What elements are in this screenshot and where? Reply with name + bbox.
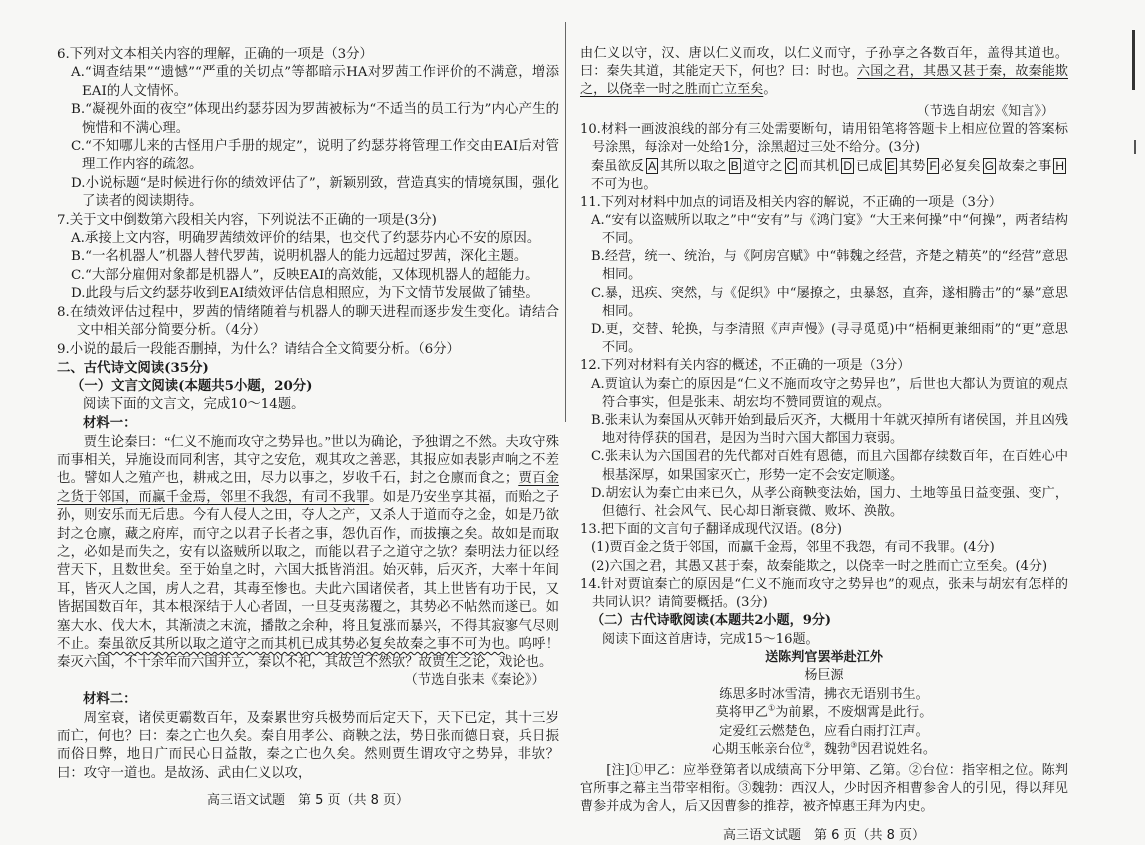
poem-title: 送陈判官罢举赴江外 xyxy=(765,649,883,665)
question-9: 9.小说的最后一段能否删掉，为什么？请结合全文简要分析。（6分） xyxy=(57,341,460,357)
section-heading: 二、古代诗文阅读(35分) xyxy=(57,359,209,376)
wavy-underlined-sentence: 秦虽欲反其所以取之道守之而其机已成其势必复矣故秦之事不可为也 xyxy=(97,636,505,651)
scan-edge-mark xyxy=(1132,30,1135,90)
segment: 其所以取之 xyxy=(660,158,727,174)
material-2-source: （节选自胡宏《知言》） xyxy=(916,103,1054,119)
segment: 不可为也。 xyxy=(591,176,657,192)
q11-option-a: A.“安有以盗贼所以取之”中“安有”与《鸿门宴》“大王来何操”中“何操”，两者结构不同。 xyxy=(591,212,1068,247)
underlined-sentence: 六国之君，其愚又甚于秦，故秦能欺之，以侥幸一时之胜而亡立至矣 xyxy=(580,63,1069,97)
subsection-heading: （二）古代诗歌阅读(本题共2小题，9分) xyxy=(591,613,832,629)
question-14: 14.针对贾谊秦亡的原因是“仁义不施而攻守之势异也”的观点，张耒与胡宏有怎样的共同认识？请简要概括。(3分) xyxy=(580,576,1068,611)
poem-text: ，魏勃 xyxy=(810,740,851,756)
segment: 必复矣 xyxy=(940,158,981,174)
question-7: 7.关于文中倒数第六段相关内容，下列说法不正确的一项是(3分) xyxy=(57,212,437,228)
break-mark-c: C xyxy=(786,159,796,174)
question-12: 12.下列对材料有关内容的概述，不正确的一项是（3分） xyxy=(580,358,911,374)
q12-option-c: C.张耒认为六国国君的先代都对百姓有恩德，而且六国都存续数百年，在百姓心中根基深厚，如果国家灭亡，形势一定不会安定顺遂。 xyxy=(591,449,1068,483)
q6-option-b: B.“凝视外面的夜空”体现出约瑟芬因为罗茜被标为“不适当的员工行为”内心产生的惋惜和不满心理。 xyxy=(71,102,559,136)
poem-line-1: 练思多时冰雪清，拂衣无语别书生。 xyxy=(719,686,929,702)
q13-item-1: (1)贾百金之货于邻国，而赢千金焉，邻里不我怨，有司不我罪。(4分) xyxy=(591,540,995,556)
poem-text: 心期玉帐亲台位 xyxy=(712,740,804,756)
poem-text: 因君说姓名。 xyxy=(857,740,936,756)
passage-text: 。如是乃安坐享其福，而贻之子孙，则安乐而无后患。今有人侵人之田，夺人之产，又杀人于道而夺之金，如是乃欲封之仓廪，藏之府库，而守之以君子长者之事，怨仇百作，而拔攘之矣。故如是而取之，必如是而失之，安有以盗贼所以取之，而能以君子之道守之欤？秦明法力征以经营天下，且数世矣。至于始皇之时，六国大抵皆消沮。始灭韩，后灭齐，大率十年间耳，皆灭人之国，虏人之君，其毒至惨也。夫此六国诸侯者，其上世皆有功于民，又皆据国数百年，其本根深结于人心者固，一旦芟夷荡覆之，其势必不帖然而遂已。如塞大水、伐大木，其渐渍之末流，播散之余种，将且复涨而暴兴，不得其寂寥气尽则不止。 xyxy=(57,488,560,651)
q13-item-2: (2)六国之君，其愚又甚于秦，故秦能欺之，以侥幸一时之胜而亡立至矣。(4分) xyxy=(591,558,1048,574)
passage-text: 贾生论秦曰：“仁义不施而攻守之势异也。”世以为确论，予独谓之不然。夫攻守殊而事相关，异施设而同利害，其守之安危，观其攻之善恶，其报应如表影声响之不差也。譬如人之殖产也，耕戒之田，尽力以事之，岁收千石，封之仓廪而食之； xyxy=(57,433,559,486)
q7-option-b: B.“一名机器人”机器人替代罗茜，说明机器人的能力远超过罗茜，深化主题。 xyxy=(71,249,528,265)
break-mark-d: D xyxy=(843,159,852,174)
scan-edge-mark xyxy=(1134,140,1136,154)
material-2-label: 材料二： xyxy=(83,691,137,708)
note-mark-2: ② xyxy=(803,740,811,750)
question-6: 6.下列对文本相关内容的理解，正确的一项是（3分） xyxy=(57,47,373,62)
break-mark-f: F xyxy=(929,159,937,174)
question-10: 10.材料一画波浪线的部分有三处需要断句，请用铅笔将答题卡上相应位置的答案标号涂黑，每涂对一处给1分，涂黑超过三处不给分。(3分) xyxy=(580,121,1068,156)
page-footer: 高三语文试题 第 5 页（共 8 页） xyxy=(206,793,410,809)
material-2-passage-cont xyxy=(580,44,1068,99)
segment: 道守之 xyxy=(742,158,783,174)
question-13: 13.把下面的文言句子翻译成现代汉语。(8分) xyxy=(580,522,842,538)
break-mark-e: E xyxy=(886,159,895,174)
page-footer: 高三语文试题 第 6 页（共 8 页） xyxy=(722,827,926,843)
segment: 故秦之事 xyxy=(998,158,1052,174)
q11-option-d: D.更，交替、轮换，与李清照《声声慢》(寻寻觅觅)中“梧桐更兼细雨”的“更”意思不同。 xyxy=(591,322,1068,356)
q7-option-c: C.“大部分雇佣对象都是机器人”，反映EAI的高效能，又体现机器人的超能力。 xyxy=(71,267,539,283)
reading-instruction: 阅读下面的文言文，完成10～14题。 xyxy=(83,396,305,412)
underlined-sentence: 贾百金之货于邻国，而赢千金焉，邻里不我怨，有司不我罪 xyxy=(57,470,559,504)
poem-author: 杨巨源 xyxy=(804,667,844,683)
segment: 而其机 xyxy=(799,158,840,174)
passage-text: 。呜呼！秦灭六国，不十余年而六国并立，秦以不祀，其故岂不然欤？故贾生之论，戏论也。 xyxy=(57,636,560,670)
poem-line-3: 定爱红云燃楚色，应看白雨打江声。 xyxy=(719,722,929,738)
q6-option-d: D.小说标题“是时候进行你的绩效评估了”，新颖别致，营造真实的情境氛围，强化了读者的阅读期待。 xyxy=(71,175,559,210)
passage-text: 由仁义以守，汉、唐以仁义而攻，以仁义而守，子孙享之各数百年，盖得其道也。曰：秦失其道，其能定天下，何也？曰：时也。 xyxy=(580,45,1068,79)
q12-option-d: D.胡宏认为秦亡由来已久，从孝公商鞅变法始，国力、土地等虽日益变强、变广，但德行、社会风气、民心却日渐衰微、败坏、涣散。 xyxy=(591,485,1068,520)
q6-option-c: C.“不知哪儿来的古怪用户手册的规定”，说明了约瑟芬将管理工作交由EAI后对管理工作内容的疏忽。 xyxy=(71,139,559,173)
page-5-column xyxy=(57,46,559,810)
break-mark-g: G xyxy=(984,159,995,174)
passage-text: 。 xyxy=(763,81,777,97)
note-mark-3: ③ xyxy=(850,740,858,750)
break-mark-a: A xyxy=(648,159,657,174)
material-1-source: （节选自张耒《秦论》） xyxy=(404,672,545,688)
poem-line-4 xyxy=(580,740,1068,758)
q7-option-a: A.承接上文内容，明确罗茜绩效评价的结果，也交代了约瑟芬内心不安的原因。 xyxy=(71,231,541,247)
q6-option-a: A.“调查结果”“遗憾”“严重的关切点”等都暗示HA对罗茜工作评价的不满意，增添EAI的人文情怀。 xyxy=(71,65,559,99)
poem-note: [注]①甲乙：应举登第者以成绩高下分甲第、乙第。②台位：指宰相之位。陈判官所事之幕主当带宰相衔。③魏勃：西汉人，少时因齐相曹参舍人的引见，得以拜见曹参并成为舍人，后又因曹参的推荐，被齐悼惠王拜为内史。 xyxy=(580,762,1068,815)
q12-option-b: B.张耒认为秦国从灭韩开始到最后灭齐，大概用十年就灭掉所有诸侯国，并且凶残地对待俘获的国君，是因为当时六国大都国力衰弱。 xyxy=(591,413,1068,447)
material-1-passage xyxy=(57,433,559,672)
q11-option-b: B.经营，统一、统治，与《阿房宫赋》中“韩魏之经营，齐楚之精英”的“经营”意思相同。 xyxy=(591,249,1068,283)
q7-option-d: D.此段与后文约瑟芬收到EAI绩效评估信息相照应，为下文情节发展做了铺垫。 xyxy=(71,286,539,302)
segment: 其势 xyxy=(898,158,926,174)
material-2-passage: 周室衰，诸侯更霸数百年，及秦累世穷兵极势而后定天下，天下已定，其十三岁而亡，何也？曰：秦之亡也久矣。秦自用孝公、商鞅之法，势日张而德日衰，兵日振而俗日弊，地日广而民心日益散，秦之亡也久矣。然则贾生谓攻守之势异，非欤？曰：攻守一道也。是故汤、武由仁义以攻， xyxy=(57,709,559,780)
segment: 已成 xyxy=(856,158,883,174)
column-divider xyxy=(565,22,566,422)
q10-sentence xyxy=(591,157,1068,193)
question-11: 11.下列对材料中加点的词语及相关内容的解说，不正确的一项是（3分） xyxy=(580,194,1002,210)
question-8: 8.在绩效评估过程中，罗茜的情绪随着与机器人的聊天进程而逐步发生变化。请结合文中相关部分简要分析。（4分） xyxy=(57,304,559,339)
break-mark-b: B xyxy=(730,159,739,174)
poem-text: 为前累，不废烟霄是此行。 xyxy=(775,704,933,720)
page-6-column xyxy=(580,44,1068,845)
subsection-heading: （一）文言文阅读(本题共5小题，20分) xyxy=(71,378,313,395)
q11-option-c: C.暴，迅疾、突然，与《促织》中“屡撩之，虫暴怒，直奔，遂相腾击”的“暴”意思相同。 xyxy=(591,285,1068,319)
break-mark-h: H xyxy=(1055,159,1065,174)
reading-instruction: 阅读下面这首唐诗，完成15～16题。 xyxy=(602,631,819,647)
q12-option-a: A.贾谊认为秦亡的原因是“仁义不施而攻守之势异也”，后世也大都认为贾谊的观点符合事实，但是张耒、胡宏均不赞同贾谊的观点。 xyxy=(591,376,1068,410)
poem-line-2 xyxy=(580,703,1068,721)
poem-text: 莫将甲乙 xyxy=(715,704,769,720)
segment: 秦虽欲反 xyxy=(591,158,645,174)
note-mark-1: ① xyxy=(768,703,776,713)
material-1-label: 材料一： xyxy=(83,415,137,432)
